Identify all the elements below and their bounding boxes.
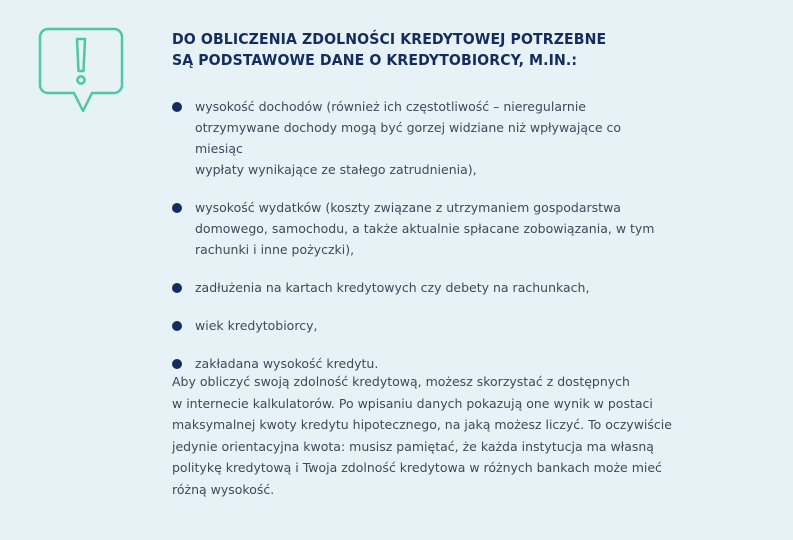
bullet-dot bbox=[172, 283, 182, 293]
list-item-text: wypłaty wynikające ze stałego zatrudnienia), bbox=[195, 162, 477, 177]
bullet-dot bbox=[172, 321, 182, 331]
exclamation-alert-icon bbox=[38, 27, 124, 115]
bullet-dot bbox=[172, 203, 182, 213]
section-heading bbox=[172, 29, 698, 71]
paragraph-line: jedynie orientacyjna kwota: musisz pamiętać, że każda instytucja ma własną bbox=[172, 438, 654, 454]
list-item-text: zakładana wysokość kredytu. bbox=[195, 356, 379, 371]
paragraph-line: maksymalnej kwoty kredytu hipotecznego, na jaką możesz liczyć. To oczywiście bbox=[172, 417, 672, 432]
list-item-text: otrzymywane dochody mogą być gorzej widziane niż wpływające co miesiąc bbox=[195, 120, 622, 156]
requirements-list bbox=[172, 96, 672, 391]
bullet-dot bbox=[172, 359, 182, 369]
list-item-text: wysokość wydatków (koszty związane z utrzymaniem gospodarstwa bbox=[195, 200, 621, 215]
list-item-text: rachunki i inne pożyczki), bbox=[195, 242, 355, 257]
list-item bbox=[172, 96, 672, 180]
list-item-text: wysokość dochodów (również ich częstotliwość – nieregularnie bbox=[195, 99, 586, 114]
list-item bbox=[172, 277, 672, 298]
paragraph-line: Aby obliczyć swoją zdolność kredytową, możesz skorzystać z dostępnych bbox=[172, 374, 630, 389]
list-item bbox=[172, 197, 672, 260]
heading-line: DO OBLICZENIA ZDOLNOŚCI KREDYTOWEJ POTRZEBNE bbox=[172, 30, 607, 48]
bullet-dot bbox=[172, 102, 182, 112]
body-paragraph bbox=[172, 371, 672, 500]
list-item-text: zadłużenia na kartach kredytowych czy debety na rachunkach, bbox=[195, 280, 590, 295]
list-item-text: domowego, samochodu, a także aktualnie spłacane zobowiązania, w tym bbox=[195, 221, 655, 236]
list-item-text: wiek kredytobiorcy, bbox=[195, 318, 318, 333]
paragraph-line: różną wysokość. bbox=[172, 481, 275, 497]
list-item bbox=[172, 315, 672, 336]
heading-line: SĄ PODSTAWOWE DANE O KREDYTOBIORCY, M.IN.: bbox=[172, 51, 578, 69]
paragraph-line: w internecie kalkulatorów. Po wpisaniu danych pokazują one wynik w postaci bbox=[172, 395, 653, 411]
paragraph-line: politykę kredytową i Twoja zdolność kredytowa w różnych bankach może mieć bbox=[172, 460, 662, 475]
